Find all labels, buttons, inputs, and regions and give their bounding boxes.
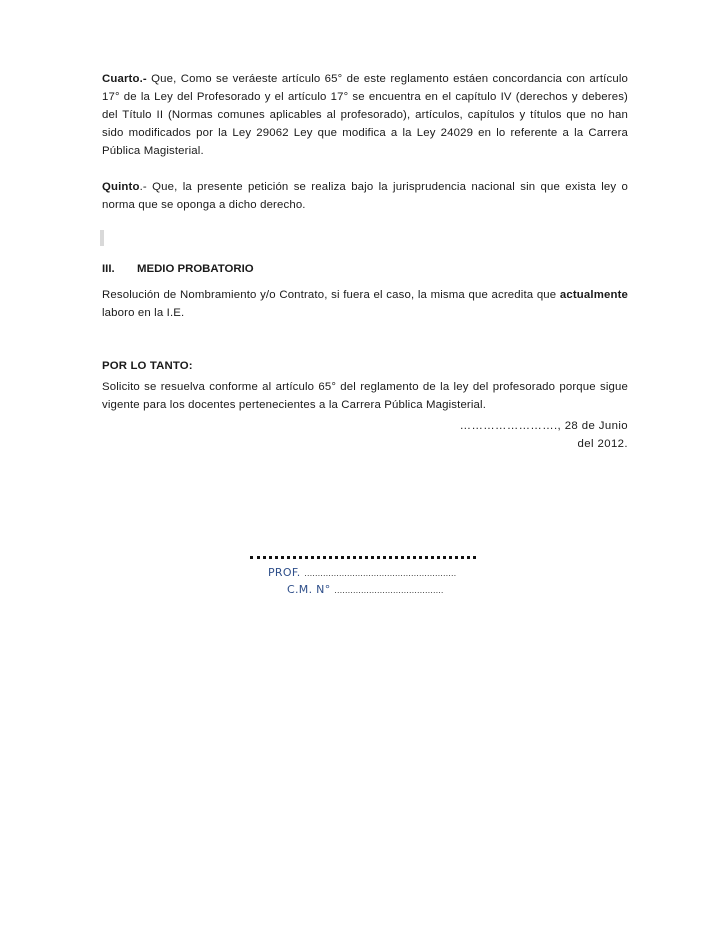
- por-lo-tanto-title: POR LO TANTO:: [102, 360, 193, 372]
- por-lo-tanto-text: Solicito se resuelva conforme al artículo 65° del reglamento de la ley del profesorado porque sigue vigente para los docentes pertenecientes a la Carrera Pública Magisterial.: [102, 381, 628, 411]
- signature-line: [250, 556, 476, 559]
- quinto-label: Quinto: [102, 181, 140, 193]
- section-title: MEDIO PROBATORIO: [137, 263, 254, 275]
- medio-emphasis: actualmente: [559, 289, 628, 301]
- paragraph-quinto: [102, 178, 628, 214]
- paragraph-por-lo-tanto: [102, 378, 628, 414]
- medio-text-before: Resolución de Nombramiento y/o Contrato, si fuera el caso, la misma que acredita que: [102, 289, 560, 301]
- date-line-1: ……………………., 28 de Junio: [459, 420, 628, 432]
- cuarto-label: Cuarto.-: [102, 73, 147, 85]
- paragraph-marker: [100, 230, 104, 246]
- section-heading-medio-probatorio: [102, 263, 254, 275]
- paragraph-cuarto: [102, 70, 628, 160]
- medio-text-after: laboro en la I.E.: [102, 307, 185, 319]
- prof-dots: …………………………………………………: [304, 569, 457, 578]
- por-lo-tanto-heading: [102, 357, 628, 375]
- date-line-2: del 2012.: [577, 438, 628, 450]
- section-number: III.: [102, 263, 115, 275]
- cuarto-text: Que, Como se veráeste artículo 65° de este reglamento estáen concordancia con artículo 17° de la Ley del Profesorado y el artículo 17° se encuentra en el capítulo IV (derechos y deberes) del Título II (Normas comunes aplicables al profesorado), artículos, capítulos y títulos que no han sido modificados por la Ley 29062 Ley que modifica a la Ley 24029 en lo referente a la Carrera Pública Magisterial.: [102, 73, 628, 157]
- prof-label: PROF.: [268, 566, 301, 579]
- cm-label: C.M. N°: [287, 583, 331, 596]
- signature-cm: [287, 583, 443, 596]
- signature-prof: [268, 566, 456, 579]
- cm-dots: …………………………………..: [334, 586, 444, 595]
- quinto-text: .- Que, la presente petición se realiza bajo la jurisprudencia nacional sin que exista ley o norma que se oponga a dicho derecho.: [102, 181, 628, 211]
- paragraph-medio-probatorio: [102, 286, 628, 322]
